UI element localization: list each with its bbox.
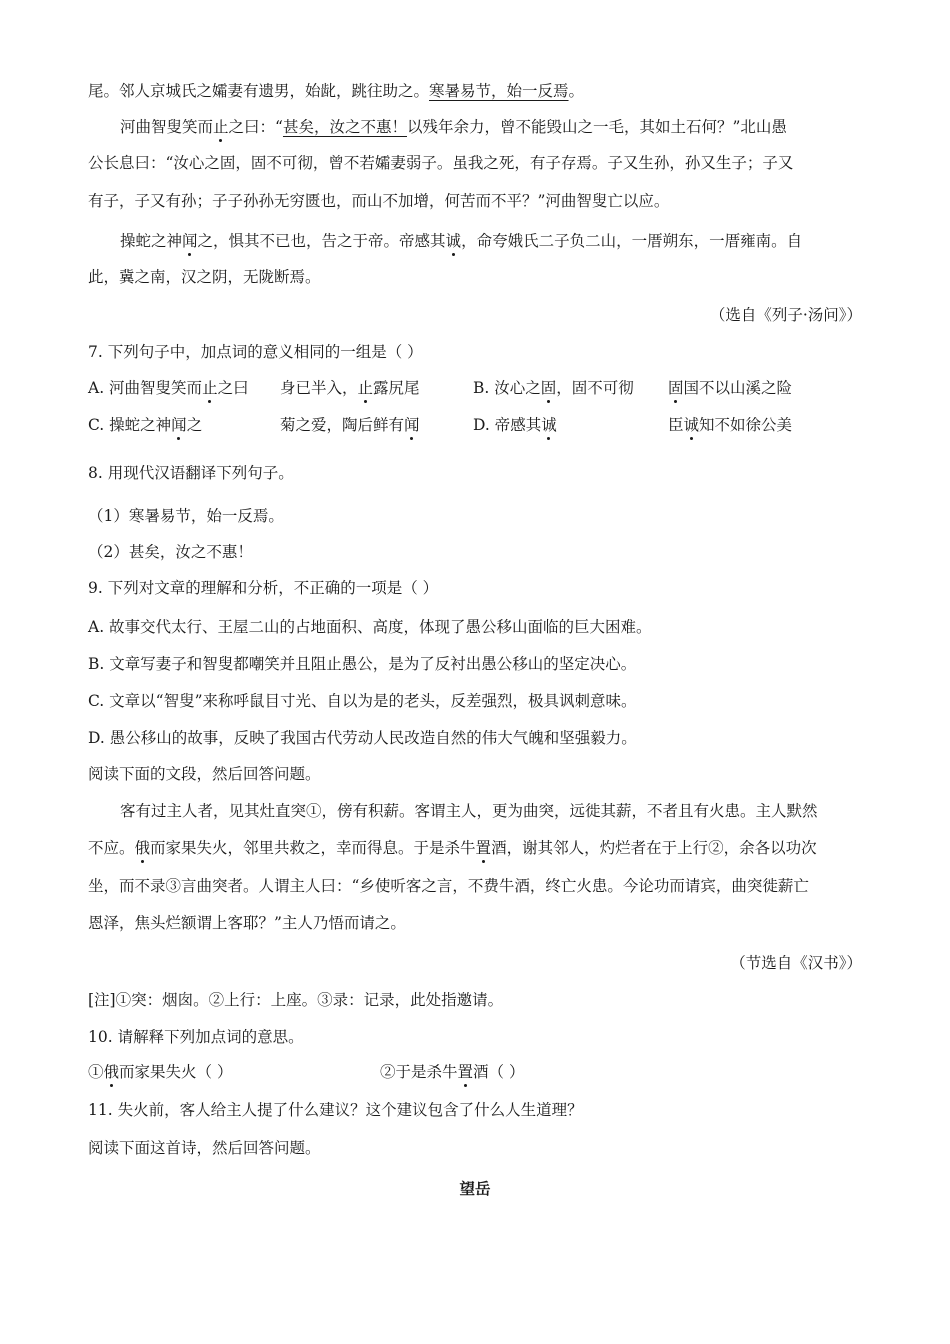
q7-option-a-left: A. 河曲智叟笑而止之曰 bbox=[88, 379, 249, 397]
passage1-line2: 河曲智叟笑而止之曰：“甚矣，汝之不惠！以残年余力，曾不能毁山之一毛，其如土石何？”北山愚 bbox=[120, 118, 787, 136]
q9-option-c: C. 文章以“智叟”来称呼鼠目寸光、自以为是的老头，反差强烈，极具讽刺意味。 bbox=[88, 692, 637, 710]
q9-option-d: D. 愚公移山的故事，反映了我国古代劳动人民改造自然的伟大气魄和坚强毅力。 bbox=[88, 729, 637, 747]
passage2-line2: 不应。俄而家果失火，邻里共救之，幸而得息。于是杀牛置酒，谢其邻人，灼烂者在于上行②，余各以功次 bbox=[88, 839, 817, 857]
q9-option-b: B. 文章写妻子和智叟都嘲笑并且阻止愚公，是为了反衬出愚公移山的坚定决心。 bbox=[88, 655, 637, 673]
poem-title: 望岳 bbox=[459, 1179, 491, 1198]
q7-option-d-left: D. 帝感其诚 bbox=[473, 416, 557, 434]
q7-option-b-right: 固国不以山溪之险 bbox=[668, 379, 793, 397]
passage2-line4: 恩泽，焦头烂额谓上客耶？”主人乃悟而请之。 bbox=[88, 914, 406, 932]
q9-stem: 9. 下列对文章的理解和分析，不正确的一项是（ ） bbox=[88, 579, 439, 597]
q10-item-2: ②于是杀牛置酒（ ） bbox=[380, 1063, 525, 1081]
q8-sentence-1: （1）寒暑易节，始一反焉。 bbox=[88, 507, 284, 525]
q7-option-c-left: C. 操蛇之神闻之 bbox=[88, 416, 203, 434]
passage2-source: （节选自《汉书》） bbox=[730, 954, 862, 972]
passage2-note: [注]①突：烟囱。②上行：上座。③录：记录，此处指邀请。 bbox=[88, 991, 504, 1009]
passage1-source: （选自《列子·汤问》） bbox=[709, 306, 862, 324]
poem-intro: 阅读下面这首诗，然后回答问题。 bbox=[88, 1139, 321, 1157]
passage1-line1: 尾。邻人京城氏之孀妻有遗男，始龀，跳往助之。寒暑易节，始一反焉。 bbox=[88, 82, 585, 100]
q10-item-1: ①俄而家果失火（ ） bbox=[88, 1063, 233, 1081]
q11-stem: 11. 失火前，客人给主人提了什么建议？这个建议包含了什么人生道理？ bbox=[88, 1101, 583, 1119]
q7-option-a-right: 身已半入，止露尻尾 bbox=[280, 379, 420, 397]
dotted-char: 诚 bbox=[445, 232, 462, 250]
passage1-line3: 公长息曰：“汝心之固，固不可彻，曾不若孀妻弱子。虽我之死，有子存焉。子又生孙，孙又生子；子又 bbox=[88, 154, 794, 172]
passage2-line3: 坐，而不录③言曲突者。人谓主人曰：“乡使听客之言，不费牛酒，终亡火患。今论功而请宾，曲突徙薪亡 bbox=[88, 877, 809, 895]
q8-sentence-2: （2）甚矣，汝之不惠！ bbox=[88, 543, 253, 561]
q10-stem: 10. 请解释下列加点词的意思。 bbox=[88, 1028, 304, 1046]
passage2-intro: 阅读下面的文段，然后回答问题。 bbox=[88, 765, 321, 783]
q9-option-a: A. 故事交代太行、王屋二山的占地面积、高度，体现了愚公移山面临的巨大困难。 bbox=[88, 618, 652, 636]
passage1-line4: 有子，子又有孙；子子孙孙无穷匮也，而山不加增，何苦而不平？”河曲智叟亡以应。 bbox=[88, 192, 670, 210]
dotted-char: 闻 bbox=[182, 232, 198, 250]
q8-stem: 8. 用现代汉语翻译下列句子。 bbox=[88, 464, 294, 482]
underlined-sentence-2: 甚矣，汝之不惠！ bbox=[282, 118, 407, 136]
q7-stem: 7. 下列句子中，加点词的意义相同的一组是（ ） bbox=[88, 343, 423, 361]
q7-option-d-right: 臣诚知不如徐公美 bbox=[668, 416, 793, 434]
passage1-line6: 此，冀之南，汉之阴，无陇断焉。 bbox=[88, 268, 321, 286]
underlined-sentence-1: 寒暑易节，始一反焉 bbox=[429, 82, 569, 100]
q7-option-c-right: 菊之爱，陶后鲜有闻 bbox=[280, 416, 420, 434]
q7-option-b-left: B. 汝心之固，固不可彻 bbox=[473, 379, 634, 397]
dotted-char: 止 bbox=[213, 118, 229, 136]
passage1-line5: 操蛇之神闻之，惧其不已也，告之于帝。帝感其诚，命夸娥氏二子负二山，一厝朔东，一厝雍南。自 bbox=[120, 232, 803, 250]
passage2-line1: 客有过主人者，见其灶直突①，傍有积薪。客谓主人，更为曲突，远徙其薪，不者且有火患。主人默然 bbox=[120, 802, 818, 820]
